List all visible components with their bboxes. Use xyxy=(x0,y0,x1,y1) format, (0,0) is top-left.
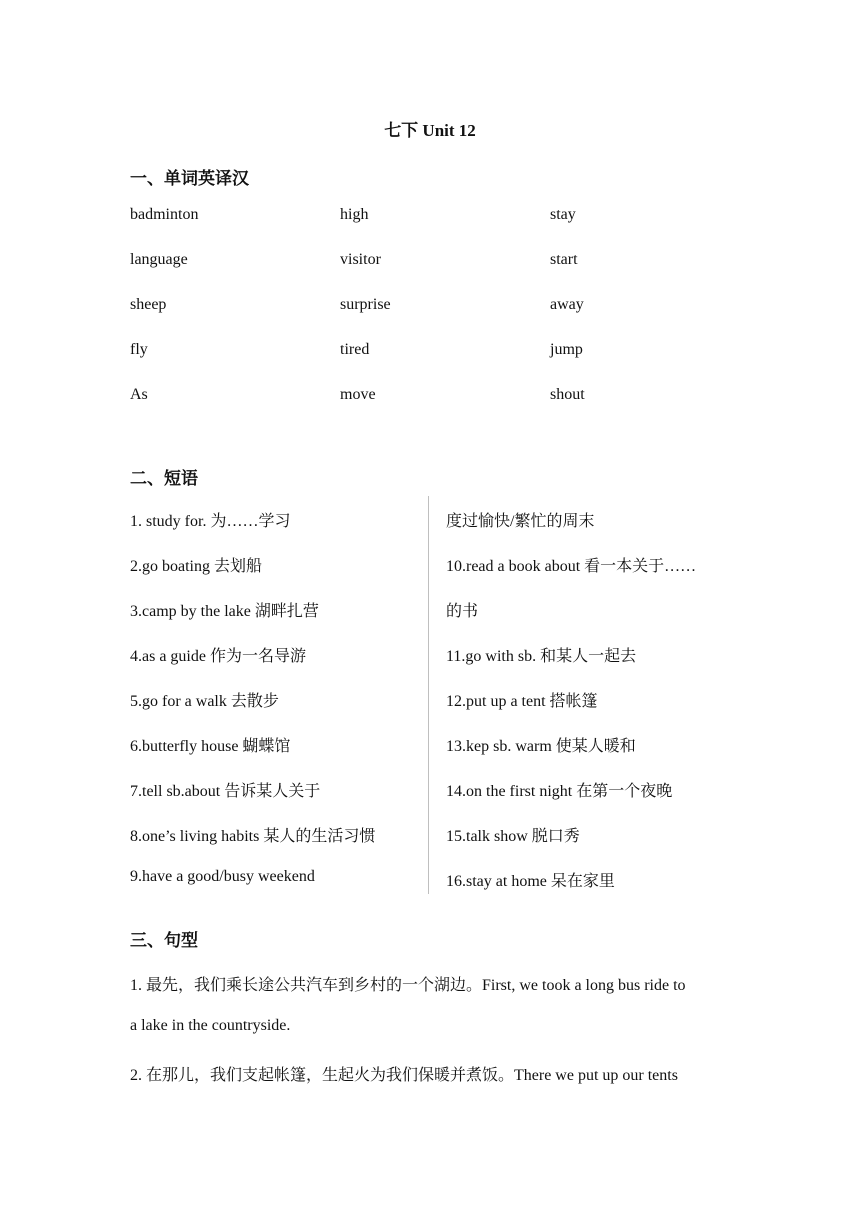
word-item: As xyxy=(130,386,148,403)
word-item: jump xyxy=(550,341,583,358)
sentence-list xyxy=(130,972,735,1107)
sentence-line: 1. 最先，我们乘长途公共汽车到乡村的一个湖边。First, we took a long bus ride to xyxy=(130,977,686,994)
phrase-item: 6.butterfly house 蝴蝶馆 xyxy=(130,738,291,755)
phrase-item: 的书 xyxy=(446,603,479,620)
section-heading-sentences: 三、句型 xyxy=(130,931,198,950)
word-item: surprise xyxy=(340,296,391,313)
section-heading-words: 一、单词英译汉 xyxy=(130,169,249,188)
phrase-item: 1. study for. 为……学习 xyxy=(130,513,291,530)
column-divider xyxy=(428,496,429,894)
phrase-item: 3.camp by the lake 湖畔扎营 xyxy=(130,603,319,620)
word-item: badminton xyxy=(130,206,199,223)
word-row xyxy=(130,386,770,431)
word-grid xyxy=(130,206,770,431)
phrase-item: 8.one’s living habits 某人的生活习惯 xyxy=(130,828,376,845)
word-item: move xyxy=(340,386,376,403)
phrase-item: 2.go boating 去划船 xyxy=(130,558,262,575)
word-row xyxy=(130,341,770,386)
phrase-item: 10.read a book about 看一本关于…… xyxy=(446,558,697,575)
word-item: sheep xyxy=(130,296,167,313)
phrase-item: 11.go with sb. 和某人一起去 xyxy=(446,648,637,665)
word-row xyxy=(130,251,770,296)
page-title: 七下 Unit 12 xyxy=(384,121,476,140)
phrase-item: 4.as a guide 作为一名导游 xyxy=(130,648,306,665)
sentence-line: 2. 在那儿，我们支起帐篷，生起火为我们保暖并煮饭。There we put up our tents xyxy=(130,1067,678,1084)
phrase-item: 5.go for a walk 去散步 xyxy=(130,693,279,710)
word-item: shout xyxy=(550,386,585,403)
phrase-item: 15.talk show 脱口秀 xyxy=(446,828,580,845)
word-row xyxy=(130,296,770,341)
word-item: fly xyxy=(130,341,148,358)
phrase-item: 14.on the first night 在第一个夜晚 xyxy=(446,783,673,800)
phrase-item: 13.kep sb. warm 使某人暖和 xyxy=(446,738,636,755)
phrase-item: 7.tell sb.about 告诉某人关于 xyxy=(130,783,321,800)
phrase-item: 16.stay at home 呆在家里 xyxy=(446,873,615,890)
phrase-item: 9.have a good/busy weekend xyxy=(130,868,315,885)
section-heading-phrases: 二、短语 xyxy=(130,469,198,488)
word-row xyxy=(130,206,770,251)
word-item: language xyxy=(130,251,188,268)
phrase-column-right xyxy=(446,508,746,913)
word-item: high xyxy=(340,206,369,223)
phrase-item: 12.put up a tent 搭帐篷 xyxy=(446,693,598,710)
word-item: start xyxy=(550,251,578,268)
word-item: visitor xyxy=(340,251,381,268)
phrase-item: 度过愉快/繁忙的周末 xyxy=(446,513,595,530)
word-item: stay xyxy=(550,206,576,223)
phrase-column-left xyxy=(130,508,420,913)
word-item: tired xyxy=(340,341,370,358)
sentence-line: a lake in the countryside. xyxy=(130,1017,291,1034)
word-item: away xyxy=(550,296,584,313)
